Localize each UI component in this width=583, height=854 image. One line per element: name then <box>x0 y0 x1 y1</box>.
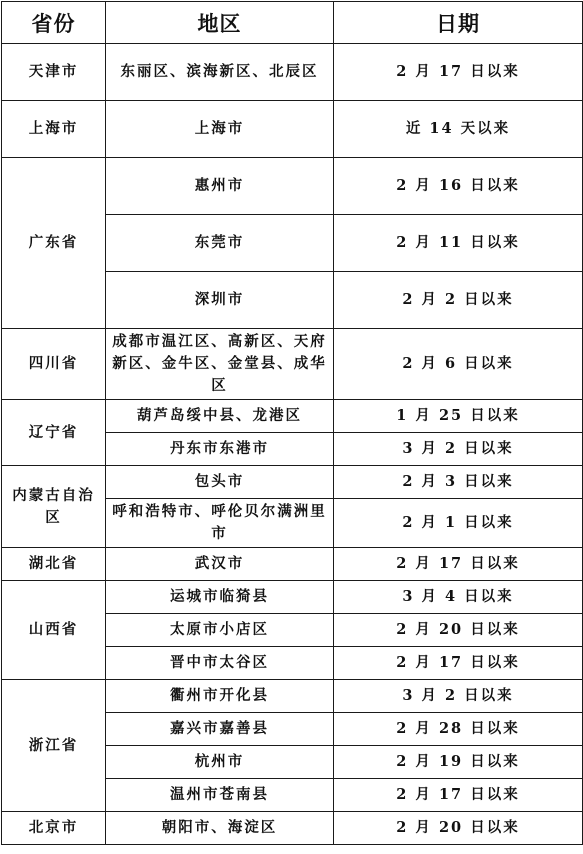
table-row <box>2 44 583 101</box>
region-cell: 呼和浩特市、呼伦贝尔满洲里市 <box>106 499 334 548</box>
date-cell: 3 月 4 日以来 <box>334 581 583 614</box>
table-row <box>2 400 583 433</box>
table-row <box>2 680 583 713</box>
province-cell: 四川省 <box>2 329 106 400</box>
province-cell: 浙江省 <box>2 680 106 812</box>
region-date-table <box>1 1 583 845</box>
region-cell: 东丽区、滨海新区、北辰区 <box>106 44 334 101</box>
region-cell: 杭州市 <box>106 746 334 779</box>
region-cell: 衢州市开化县 <box>106 680 334 713</box>
region-cell: 惠州市 <box>106 158 334 215</box>
date-cell: 2 月 20 日以来 <box>334 812 583 845</box>
date-cell: 2 月 17 日以来 <box>334 548 583 581</box>
date-cell: 1 月 25 日以来 <box>334 400 583 433</box>
date-cell: 2 月 17 日以来 <box>334 779 583 812</box>
header-date: 日期 <box>334 2 583 44</box>
date-cell: 2 月 2 日以来 <box>334 272 583 329</box>
region-cell: 深圳市 <box>106 272 334 329</box>
table-row <box>2 101 583 158</box>
region-cell: 嘉兴市嘉善县 <box>106 713 334 746</box>
region-cell: 晋中市太谷区 <box>106 647 334 680</box>
date-cell: 2 月 11 日以来 <box>334 215 583 272</box>
date-cell: 3 月 2 日以来 <box>334 680 583 713</box>
table-row <box>2 158 583 215</box>
date-cell: 2 月 19 日以来 <box>334 746 583 779</box>
date-cell: 3 月 2 日以来 <box>334 433 583 466</box>
table-row <box>2 581 583 614</box>
province-cell: 辽宁省 <box>2 400 106 466</box>
region-cell: 东莞市 <box>106 215 334 272</box>
header-province: 省份 <box>2 2 106 44</box>
region-cell: 丹东市东港市 <box>106 433 334 466</box>
date-cell: 2 月 17 日以来 <box>334 44 583 101</box>
region-cell: 成都市温江区、高新区、天府新区、金牛区、金堂县、成华区 <box>106 329 334 400</box>
table-row <box>2 466 583 499</box>
region-cell: 包头市 <box>106 466 334 499</box>
region-cell: 朝阳市、海淀区 <box>106 812 334 845</box>
date-cell: 2 月 28 日以来 <box>334 713 583 746</box>
date-cell: 2 月 1 日以来 <box>334 499 583 548</box>
region-cell: 温州市苍南县 <box>106 779 334 812</box>
region-cell: 上海市 <box>106 101 334 158</box>
region-cell: 葫芦岛绥中县、龙港区 <box>106 400 334 433</box>
province-cell: 内蒙古自治区 <box>2 466 106 548</box>
region-cell: 运城市临猗县 <box>106 581 334 614</box>
region-cell: 武汉市 <box>106 548 334 581</box>
date-cell: 近 14 天以来 <box>334 101 583 158</box>
province-cell: 山西省 <box>2 581 106 680</box>
region-cell: 太原市小店区 <box>106 614 334 647</box>
table-row <box>2 548 583 581</box>
header-row <box>2 2 583 44</box>
province-cell: 天津市 <box>2 44 106 101</box>
date-cell: 2 月 20 日以来 <box>334 614 583 647</box>
table-row <box>2 812 583 845</box>
province-cell: 北京市 <box>2 812 106 845</box>
date-cell: 2 月 6 日以来 <box>334 329 583 400</box>
date-cell: 2 月 16 日以来 <box>334 158 583 215</box>
province-cell: 上海市 <box>2 101 106 158</box>
province-cell: 广东省 <box>2 158 106 329</box>
province-cell: 湖北省 <box>2 548 106 581</box>
date-cell: 2 月 3 日以来 <box>334 466 583 499</box>
header-region: 地区 <box>106 2 334 44</box>
table-row <box>2 329 583 400</box>
date-cell: 2 月 17 日以来 <box>334 647 583 680</box>
